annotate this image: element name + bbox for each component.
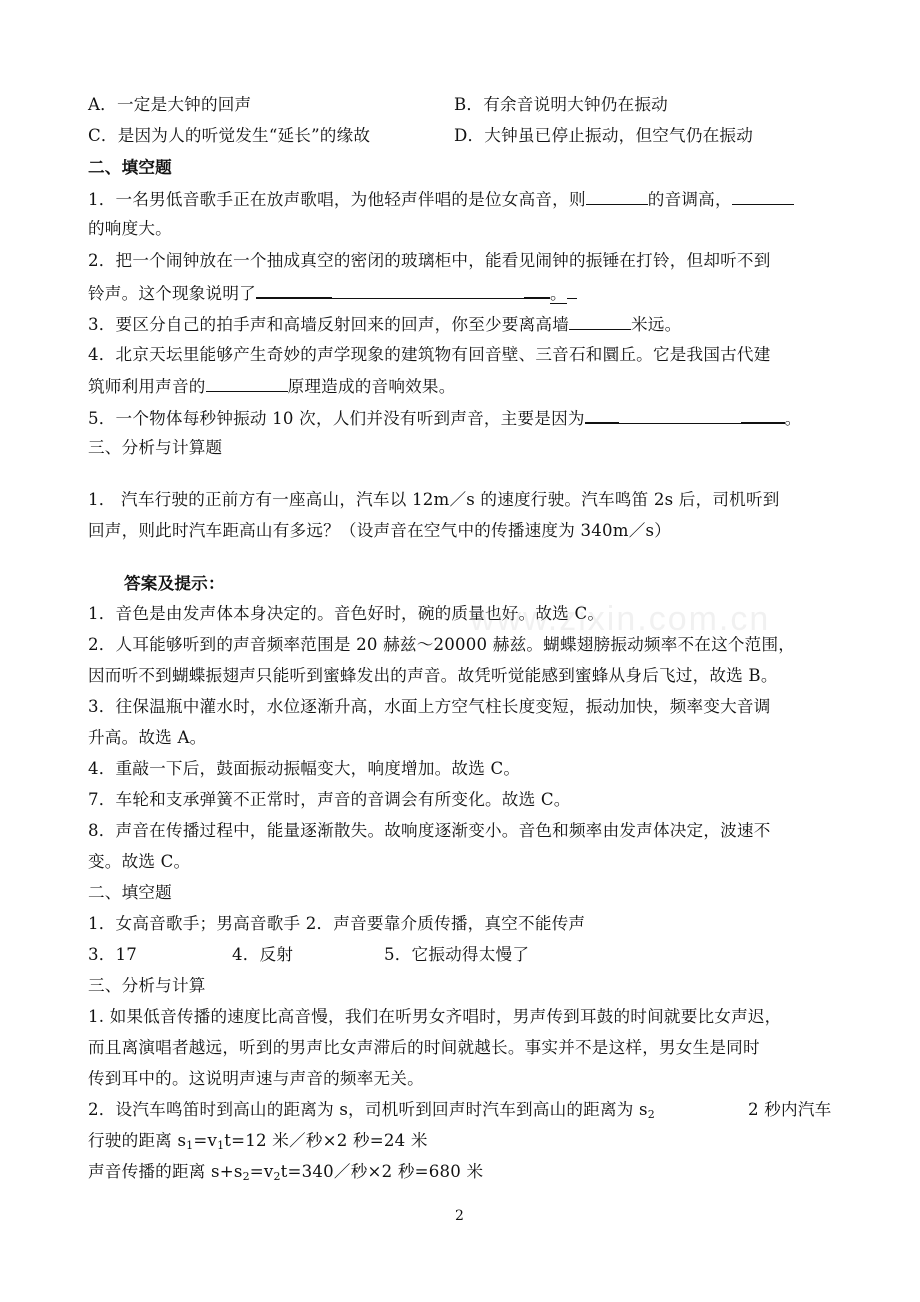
fill-answer-5: 5．它振动得太慢了 — [384, 945, 530, 964]
fill-q2-text-b: 铃声。这个现象说明了 — [88, 284, 256, 303]
calc-answer-2-line1 — [88, 1099, 832, 1121]
answer-7: 7．车轮和支承弹簧不正常时，声音的音调会有所变化。故选 C。 — [88, 790, 571, 809]
blank-line — [256, 281, 332, 299]
fill-q3-text-b: 米远。 — [630, 315, 682, 334]
answer-2-line1: 2．人耳能够听到的声音频率范围是 20 赫兹～20000 赫兹。蝴蝶翅膀振动频率不在这个范围， — [88, 635, 796, 654]
choice-row-cd — [88, 125, 753, 147]
fill-section-title: 二、填空题 — [88, 157, 172, 177]
fill-q5 — [88, 406, 801, 430]
blank-line — [741, 406, 785, 424]
blank-line — [567, 282, 577, 299]
subscript: 1 — [186, 1139, 194, 1152]
choice-a: A．一定是大钟的回声 — [88, 95, 252, 114]
calc-answer-1-line3: 传到耳中的。这说明声速与声音的频率无关。 — [88, 1069, 424, 1088]
calc-answer-2-text: =v — [249, 1162, 274, 1181]
fill-answers-title: 二、填空题 — [88, 883, 172, 902]
blank-line — [732, 188, 794, 205]
choice-b: B．有余音说明大钟仍在振动 — [454, 95, 668, 114]
blank-line — [586, 188, 648, 205]
fill-q2-line2 — [88, 281, 577, 305]
fill-q1-text-a: 1．一名男低音歌手正在放声歌唱，为他轻声伴唱的是位女高音，则 — [88, 190, 586, 209]
calc-answer-2-text: 行驶的距离 s — [88, 1131, 187, 1150]
fill-q2-text-c: 。 — [549, 284, 567, 303]
fill-q1-line2: 的响度大。 — [88, 219, 172, 238]
blank-line — [206, 375, 288, 392]
calc-answer-2-line3 — [88, 1161, 483, 1183]
calc-answer-2-text: 声音传播的距离 s+s — [88, 1162, 243, 1181]
fill-q4-line1: 4．北京天坛里能够产生奇妙的声学现象的建筑物有回音壁、三音石和圜丘。它是我国古代建 — [88, 345, 771, 364]
choice-c: C．是因为人的听觉发生“延长”的缘故 — [88, 126, 371, 145]
calc-answer-2-text: =v — [193, 1131, 218, 1150]
fill-q5-text-b: 。 — [784, 409, 802, 428]
calc-answer-2-text: 2．设汽车鸣笛时到高山的距离为 s，司机听到回声时汽车到高山的距离为 s — [88, 1100, 648, 1119]
calc-answer-2-text: t=12 米／秒×2 秒=24 米 — [224, 1131, 428, 1150]
answer-2-line2: 因而听不到蝴蝶振翅声只能听到蜜蜂发出的声音。故凭听觉能感到蜜蜂从身后飞过，故选 B。 — [88, 666, 778, 685]
calc-answer-1-line2: 而且离演唱者越远，听到的男声比女声滞后的时间就越长。事实并不是这样，男女生是同时 — [88, 1038, 760, 1057]
watermark: www.zixin.com.cn — [470, 600, 771, 638]
choice-row-ab — [88, 94, 668, 116]
blank-line — [585, 406, 619, 424]
answer-3-line2: 升高。故选 A。 — [88, 728, 207, 747]
blank-line — [332, 282, 524, 299]
blank-line — [569, 313, 631, 330]
fill-q4-text-b: 筑师利用声音的 — [88, 377, 206, 396]
subscript: 1 — [217, 1139, 225, 1152]
answer-8-line2: 变。故选 C。 — [88, 852, 191, 871]
calc-section-title: 三、分析与计算题 — [88, 438, 223, 457]
answer-8-line1: 8．声音在传播过程中，能量逐渐散失。故响度逐渐变小。音色和频率由发声体决定，波速不 — [88, 821, 771, 840]
fill-q5-text-a: 5．一个物体每秒钟振动 10 次，人们并没有听到声音，主要是因为 — [88, 409, 585, 428]
fill-q1-text-b: 的音调高， — [647, 190, 732, 209]
answers-title: 答案及提示： — [124, 573, 225, 593]
subscript: 2 — [242, 1170, 250, 1183]
blank-line — [619, 407, 741, 424]
fill-q2-line1: 2．把一个闹钟放在一个抽成真空的密闭的玻璃柜中，能看见闹钟的振锤在打铃，但却听不到 — [88, 251, 771, 270]
answer-3-line1: 3．往保温瓶中灌水时，水位逐渐升高，水面上方空气柱长度变短，振动加快，频率变大音调 — [88, 697, 771, 716]
fill-answer-4: 4．反射 — [232, 945, 294, 964]
choice-d: D．大钟虽已停止振动，但空气仍在振动 — [454, 126, 753, 145]
subscript: 2 — [273, 1170, 281, 1183]
fill-answer-3: 3．17 — [88, 945, 138, 964]
fill-q4-line2 — [88, 375, 456, 398]
calc-answers-title: 三、分析与计算 — [88, 976, 206, 995]
fill-q3 — [88, 313, 681, 336]
calc-answer-2-line2 — [88, 1130, 428, 1152]
calc-q1-line2: 回声，则此时汽车距高山有多远？（设声音在空气中的传播速度为 340m／s） — [88, 521, 672, 540]
blank-line — [524, 281, 550, 299]
answer-4: 4．重敲一下后，鼓面振动振幅变大，响度增加。故选 C。 — [88, 759, 521, 778]
fill-answers-line2 — [88, 944, 530, 966]
fill-q1-line1 — [88, 188, 794, 211]
calc-answer-1-line1: 1. 如果低音传播的速度比高音慢，我们在听男女齐唱时，男声传到耳鼓的时间就要比女声迟， — [88, 1007, 782, 1026]
fill-answers-line1: 1．女高音歌手；男高音歌手 2．声音要靠介质传播，真空不能传声 — [88, 914, 586, 933]
fill-q4-text-c: 原理造成的音响效果。 — [287, 377, 456, 396]
calc-answer-2-text: t=340／秒×2 秒=680 米 — [280, 1162, 484, 1181]
page-number: 2 — [455, 1208, 464, 1224]
fill-q3-text-a: 3．要区分自己的拍手声和高墙反射回来的回声，你至少要离高墙 — [88, 315, 569, 334]
calc-answer-2-tail: 2 秒内汽车 — [748, 1100, 832, 1119]
subscript: 2 — [647, 1108, 655, 1121]
calc-q1-line1: 1． 汽车行驶的正前方有一座高山，汽车以 12m／s 的速度行驶。汽车鸣笛 2s 后，司机听到 — [88, 490, 780, 509]
answer-1: 1．音色是由发声体本身决定的。音色好时，碗的质量也好。故选 C。 — [88, 604, 605, 623]
